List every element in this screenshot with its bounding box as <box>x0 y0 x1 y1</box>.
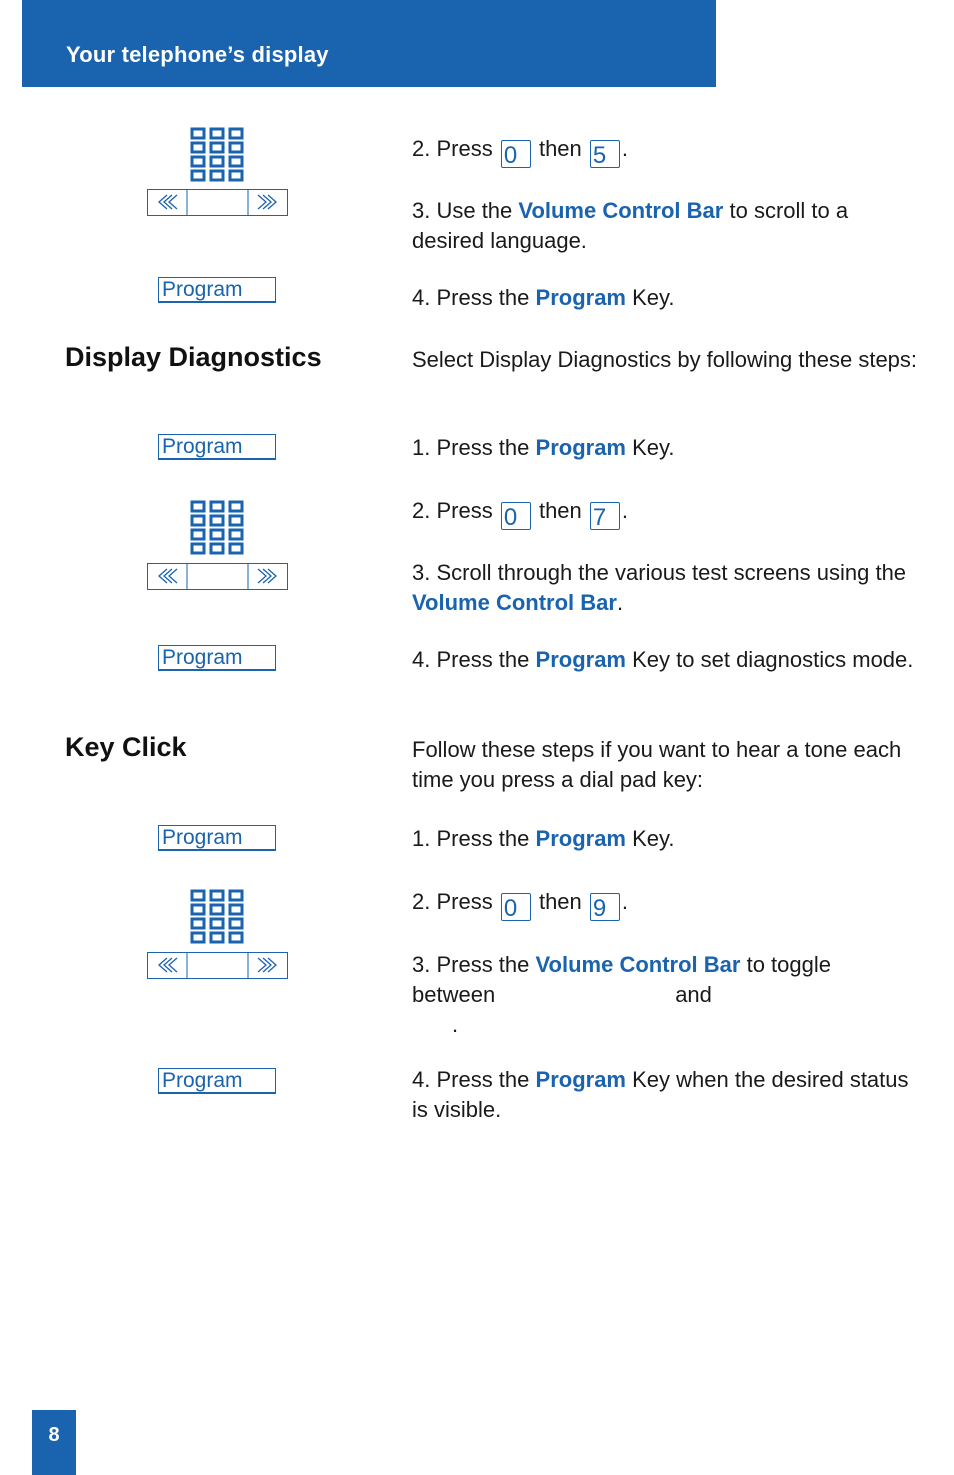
program-label: Program <box>535 285 626 310</box>
step-text: to toggle <box>746 952 831 977</box>
program-label: Program <box>535 647 626 672</box>
program-key: Program <box>158 1068 276 1094</box>
step-2-language <box>412 134 922 168</box>
volume-control-bar-icon <box>147 189 288 216</box>
step-text: between <box>412 982 496 1007</box>
key-9: 9 <box>590 893 620 921</box>
step-3-diagnostics <box>412 558 922 618</box>
step-1-diagnostics <box>412 433 922 463</box>
step-4-language <box>412 283 922 313</box>
step-text: Key. <box>632 826 675 851</box>
volume-control-bar-label: Volume Control Bar <box>535 952 741 977</box>
step-text: to scroll to a desired language. <box>412 198 849 253</box>
key-0: 0 <box>501 893 531 921</box>
diagnostics-intro: Select Display Diagnostics by following these steps: <box>412 347 918 372</box>
heading-key-click: Key Click <box>65 732 187 762</box>
step-text: then <box>538 498 582 523</box>
step-text: Key. <box>632 435 675 460</box>
dialpad-icon <box>190 889 244 945</box>
step-text: 3. Use the <box>412 198 513 223</box>
step-text: 1. Press the <box>412 826 530 851</box>
page-number-box <box>32 1410 76 1475</box>
step-text: 4. Press the <box>412 1067 530 1092</box>
volume-control-bar-label: Volume Control Bar <box>412 590 617 615</box>
step-3-keyclick <box>412 950 922 1040</box>
program-label: Program <box>535 435 626 460</box>
dialpad-icon <box>190 500 244 556</box>
step-text: 1. Press the <box>412 435 530 460</box>
step-text: 2. Press <box>412 889 493 914</box>
volume-control-bar-icon <box>147 952 288 979</box>
step-text: . <box>452 1012 459 1037</box>
page-header <box>22 0 716 87</box>
step-text: Key to set diagnostics mode. <box>632 647 914 672</box>
key-0: 0 <box>501 502 531 530</box>
step-text: and <box>675 982 712 1007</box>
step-4-keyclick <box>412 1065 922 1125</box>
step-1-keyclick <box>412 824 922 854</box>
program-label: Program <box>535 1067 626 1092</box>
step-text: 2. Press <box>412 498 493 523</box>
volume-control-bar-icon <box>147 563 288 590</box>
program-key: Program <box>158 645 276 671</box>
heading-display-diagnostics: Display Diagnostics <box>65 342 322 372</box>
step-text: . <box>616 590 624 615</box>
step-text: . <box>621 498 629 523</box>
step-text: 2. Press <box>412 136 493 161</box>
keyclick-intro: Follow these steps if you want to hear a tone each time you press a dial pad key: <box>412 737 902 792</box>
step-2-diagnostics <box>412 496 922 530</box>
program-key: Program <box>158 434 276 460</box>
step-2-keyclick <box>412 887 922 921</box>
program-key: Program <box>158 825 276 851</box>
header-title: Your telephone’s display <box>66 42 329 67</box>
step-text: Key when the desired status is visible. <box>412 1067 909 1122</box>
program-label: Program <box>535 826 626 851</box>
step-text: Key. <box>632 285 675 310</box>
step-text: 3. Scroll through the various test screens using the <box>412 560 907 585</box>
program-key: Program <box>158 277 276 303</box>
step-text: 4. Press the <box>412 285 530 310</box>
step-text: 4. Press the <box>412 647 530 672</box>
step-text: 3. Press the <box>412 952 530 977</box>
step-text: . <box>621 136 629 161</box>
key-5: 5 <box>590 140 620 168</box>
dialpad-icon <box>190 127 244 183</box>
page-number: 8 <box>48 1424 60 1446</box>
step-text: then <box>538 889 582 914</box>
step-3-language <box>412 196 922 256</box>
volume-control-bar-label: Volume Control Bar <box>518 198 724 223</box>
step-text: then <box>538 136 582 161</box>
step-text: . <box>621 889 629 914</box>
key-0: 0 <box>501 140 531 168</box>
key-7: 7 <box>590 502 620 530</box>
step-4-diagnostics <box>412 645 922 675</box>
